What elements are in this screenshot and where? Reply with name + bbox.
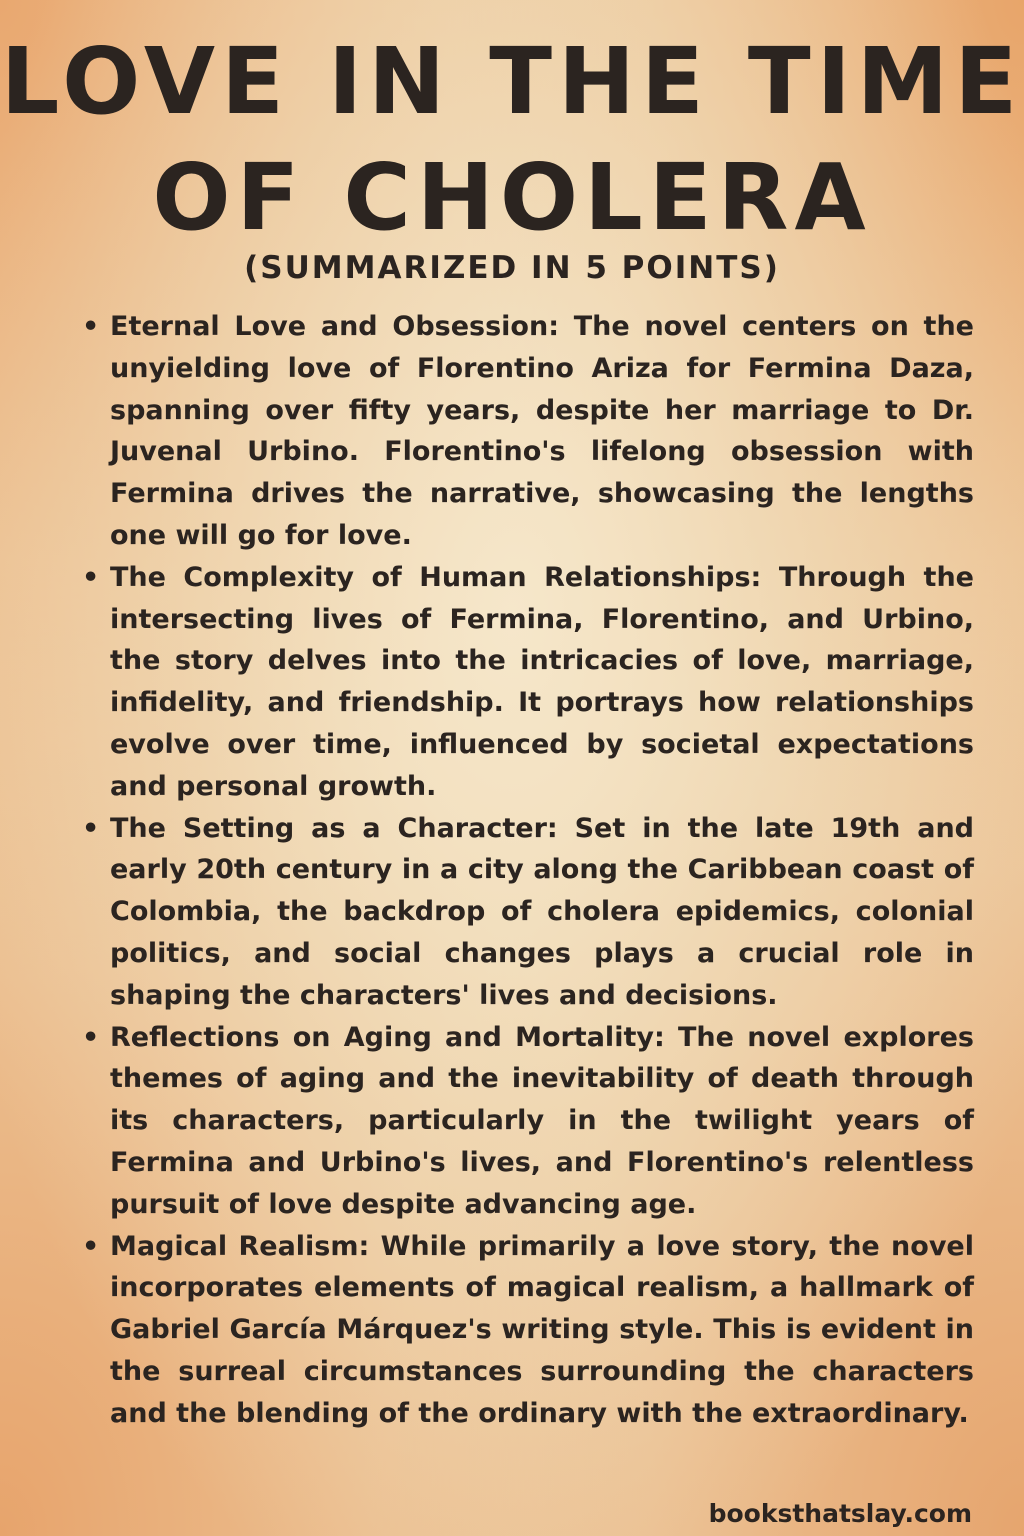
summary-point-2	[82, 557, 974, 808]
page-title: LOVE IN THE TIME OF CHOLERA	[0, 28, 1024, 251]
summary-point-4	[82, 1017, 974, 1226]
summary-list	[82, 306, 974, 1435]
website-credit: booksthatslay.com	[708, 1499, 972, 1528]
bullet-icon: •	[82, 812, 100, 844]
bullet-icon: •	[82, 1230, 100, 1262]
summary-point-text: The Complexity of Human Relationships: Through the intersecting lives of Fermina, Florentino, and Urbino, the story delves into the intricacies of love, marriage, infidelity, and friendship. It portrays how relationships evolve over time, influenced by societal expectations and personal growth.	[110, 561, 974, 802]
bullet-icon: •	[82, 561, 100, 593]
bullet-icon: •	[82, 1021, 100, 1053]
summary-point-text: Eternal Love and Obsession: The novel centers on the unyielding love of Florentino Ariza for Fermina Daza, spanning over fifty years, despite her marriage to Dr. Juvenal Urbino. Florentino's lifelong obsession with Fermina drives the narrative, showcasing the lengths one will go for love.	[110, 311, 974, 551]
summary-point-3	[82, 808, 974, 1017]
summary-point-5	[82, 1226, 974, 1435]
bullet-icon: •	[82, 311, 100, 342]
summary-point-1	[82, 306, 974, 557]
page-subtitle: (SUMMARIZED IN 5 POINTS)	[244, 250, 780, 286]
summary-point-text: Magical Realism: While primarily a love story, the novel incorporates elements of magical realism, a hallmark of Gabriel García Márquez's writing style. This is evident in the surreal circumstances surrounding the characters and the blending of the ordinary with the extraordinary.	[110, 1230, 974, 1429]
summary-point-text: The Setting as a Character: Set in the late 19th and early 20th century in a city along the Caribbean coast of Colombia, the backdrop of cholera epidemics, colonial politics, and social changes plays a crucial role in shaping the characters' lives and decisions.	[110, 812, 974, 1011]
summary-point-text: Reflections on Aging and Mortality: The novel explores themes of aging and the inevitability of death through its characters, particularly in the twilight years of Fermina and Urbino's lives, and Florentino's relentless pursuit of love despite advancing age.	[110, 1021, 974, 1220]
